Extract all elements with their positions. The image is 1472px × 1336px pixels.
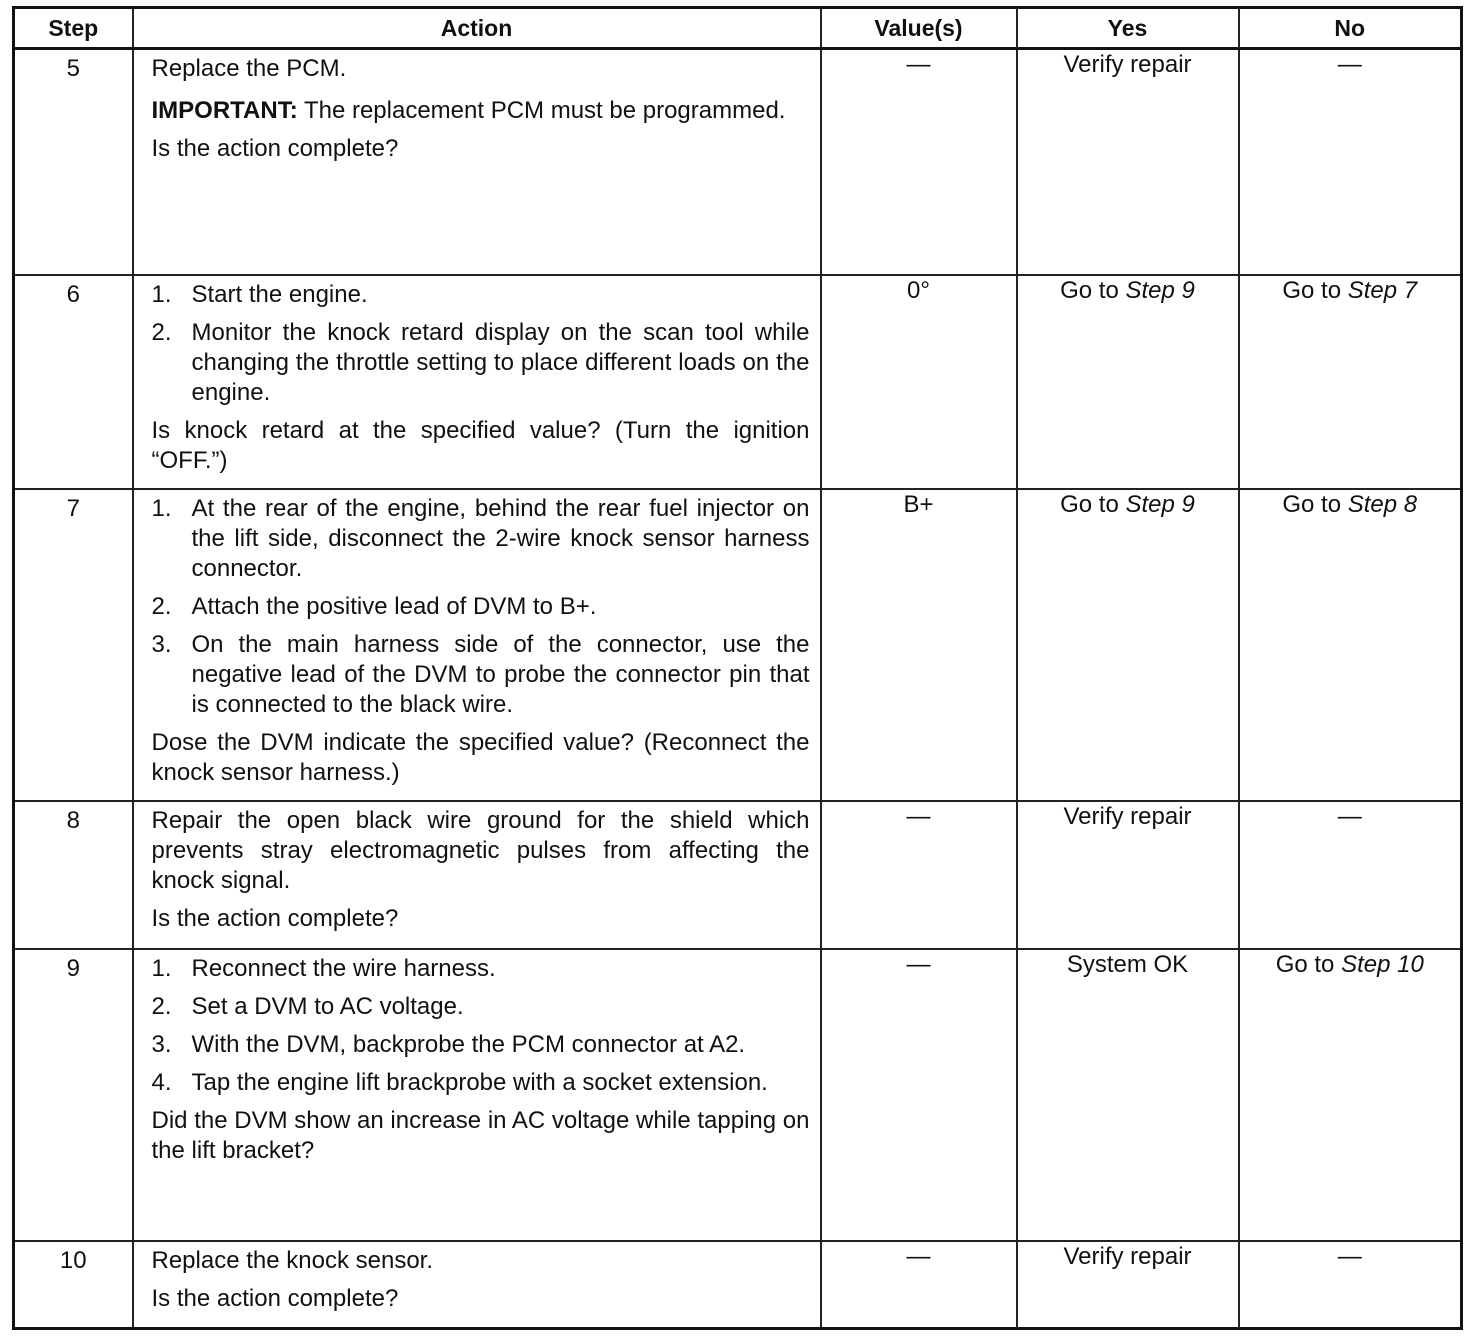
action-cell [133, 801, 821, 949]
action-cell [133, 489, 821, 801]
table-row [14, 49, 1462, 275]
table-row [14, 949, 1462, 1241]
table-row [14, 275, 1462, 489]
list-item [152, 1030, 810, 1060]
action-text: Replace the PCM. [151, 55, 347, 82]
header-action: Action [133, 8, 821, 49]
list-number: 3. [151, 630, 172, 658]
important-text: The replacement PCM must be programmed. [297, 97, 786, 124]
yes-cell [1017, 489, 1239, 801]
yes-text: System OK [1066, 950, 1189, 978]
action-text: Repair the open black wire ground for the shield which prevents stray electromagnetic pulses from affecting the knock signal. [151, 806, 810, 894]
list-text: Reconnect the wire harness. [191, 954, 496, 982]
value-cell [821, 1241, 1017, 1329]
list-number: 2. [151, 992, 172, 1020]
action-cell [133, 949, 821, 1241]
no-cell [1239, 801, 1462, 949]
question-text: Is the action complete? [151, 1284, 399, 1312]
value-text: B+ [903, 490, 934, 518]
diagnostic-table [12, 6, 1463, 1330]
list-text: Set a DVM to AC voltage. [191, 992, 464, 1020]
list-number: 3. [151, 1030, 172, 1058]
step-number: 7 [14, 489, 133, 801]
no-cell [1239, 1241, 1462, 1329]
value-text: — [906, 51, 931, 78]
yes-text: Verify repair [1063, 802, 1192, 830]
no-step-link[interactable]: Step 7 [1347, 276, 1418, 304]
list-item [152, 494, 810, 584]
list-item [152, 1068, 810, 1098]
list-item [152, 318, 810, 408]
no-cell [1239, 275, 1462, 489]
list-text: Start the engine. [191, 280, 368, 308]
yes-cell [1017, 49, 1239, 275]
value-text: — [906, 1242, 931, 1270]
list-number: 2. [151, 318, 172, 346]
list-item [152, 992, 810, 1022]
yes-cell [1017, 275, 1239, 489]
question-text: Did the DVM show an increase in AC voltage while tapping on the lift bracket? [151, 1106, 810, 1164]
list-text: On the main harness side of the connector, use the negative lead of the DVM to probe the connector pin that is connected to the black wire. [191, 630, 810, 718]
list-text: Tap the engine lift brackprobe with a socket extension. [191, 1068, 768, 1096]
no-step-link[interactable]: Step 8 [1347, 490, 1418, 518]
yes-prefix: Go to [1060, 490, 1126, 518]
list-text: Monitor the knock retard display on the scan tool while changing the throttle setting to place different loads on the engine. [191, 318, 810, 406]
yes-cell [1017, 949, 1239, 1241]
no-prefix: Go to [1282, 276, 1348, 304]
yes-text: Verify repair [1063, 1242, 1192, 1270]
step-number: 8 [14, 801, 133, 949]
table-row [14, 1241, 1462, 1329]
no-prefix: Go to [1282, 490, 1348, 518]
list-text: With the DVM, backprobe the PCM connector at A2. [191, 1030, 746, 1058]
question-text: Is the action complete? [151, 135, 399, 162]
yes-prefix: Go to [1060, 276, 1126, 304]
important-label: IMPORTANT: [151, 97, 298, 124]
header-row [14, 8, 1462, 49]
list-text: Attach the positive lead of DVM to B+. [191, 592, 597, 620]
yes-step-link[interactable]: Step 9 [1125, 276, 1195, 304]
no-step-link[interactable]: Step 10 [1341, 950, 1424, 978]
header-values: Value(s) [821, 8, 1017, 49]
question-text: Is the action complete? [151, 904, 399, 932]
list-item [152, 630, 810, 720]
list-number: 2. [151, 592, 172, 620]
value-text: — [906, 802, 931, 830]
header-no: No [1239, 8, 1462, 49]
yes-cell [1017, 1241, 1239, 1329]
list-number: 1. [151, 954, 172, 982]
value-cell [821, 275, 1017, 489]
question-text: Dose the DVM indicate the specified value? (Reconnect the knock sensor harness.) [151, 728, 810, 786]
list-item [152, 280, 810, 310]
no-cell [1239, 949, 1462, 1241]
no-cell [1239, 489, 1462, 801]
list-text: At the rear of the engine, behind the rear fuel injector on the lift side, disconnect the 2-wire knock sensor harness connector. [191, 494, 810, 582]
table-row [14, 801, 1462, 949]
list-number: 4. [151, 1068, 172, 1096]
value-cell [821, 801, 1017, 949]
action-text: Replace the knock sensor. [151, 1246, 433, 1274]
question-text: Is knock retard at the specified value? (Turn the ignition “OFF.”) [151, 416, 810, 474]
yes-text: Verify repair [1063, 51, 1192, 78]
value-cell [821, 949, 1017, 1241]
list-item [152, 592, 810, 622]
step-number: 5 [14, 49, 133, 275]
action-cell [133, 275, 821, 489]
no-text: — [1337, 51, 1362, 78]
list-number: 1. [151, 494, 172, 522]
step-number: 10 [14, 1241, 133, 1329]
no-cell [1239, 49, 1462, 275]
no-text: — [1337, 802, 1362, 830]
step-number: 6 [14, 275, 133, 489]
step-number: 9 [14, 949, 133, 1241]
no-text: — [1337, 1242, 1362, 1270]
value-cell [821, 49, 1017, 275]
list-item [152, 954, 810, 984]
value-cell [821, 489, 1017, 801]
value-text: 0° [907, 276, 930, 304]
yes-step-link[interactable]: Step 9 [1125, 490, 1195, 518]
table-row [14, 489, 1462, 801]
no-prefix: Go to [1275, 950, 1342, 978]
action-cell [133, 1241, 821, 1329]
header-step: Step [14, 8, 133, 49]
important-note [152, 96, 810, 126]
header-yes: Yes [1017, 8, 1239, 49]
action-cell [133, 49, 821, 275]
list-number: 1. [151, 280, 172, 308]
yes-cell [1017, 801, 1239, 949]
value-text: — [906, 950, 931, 978]
